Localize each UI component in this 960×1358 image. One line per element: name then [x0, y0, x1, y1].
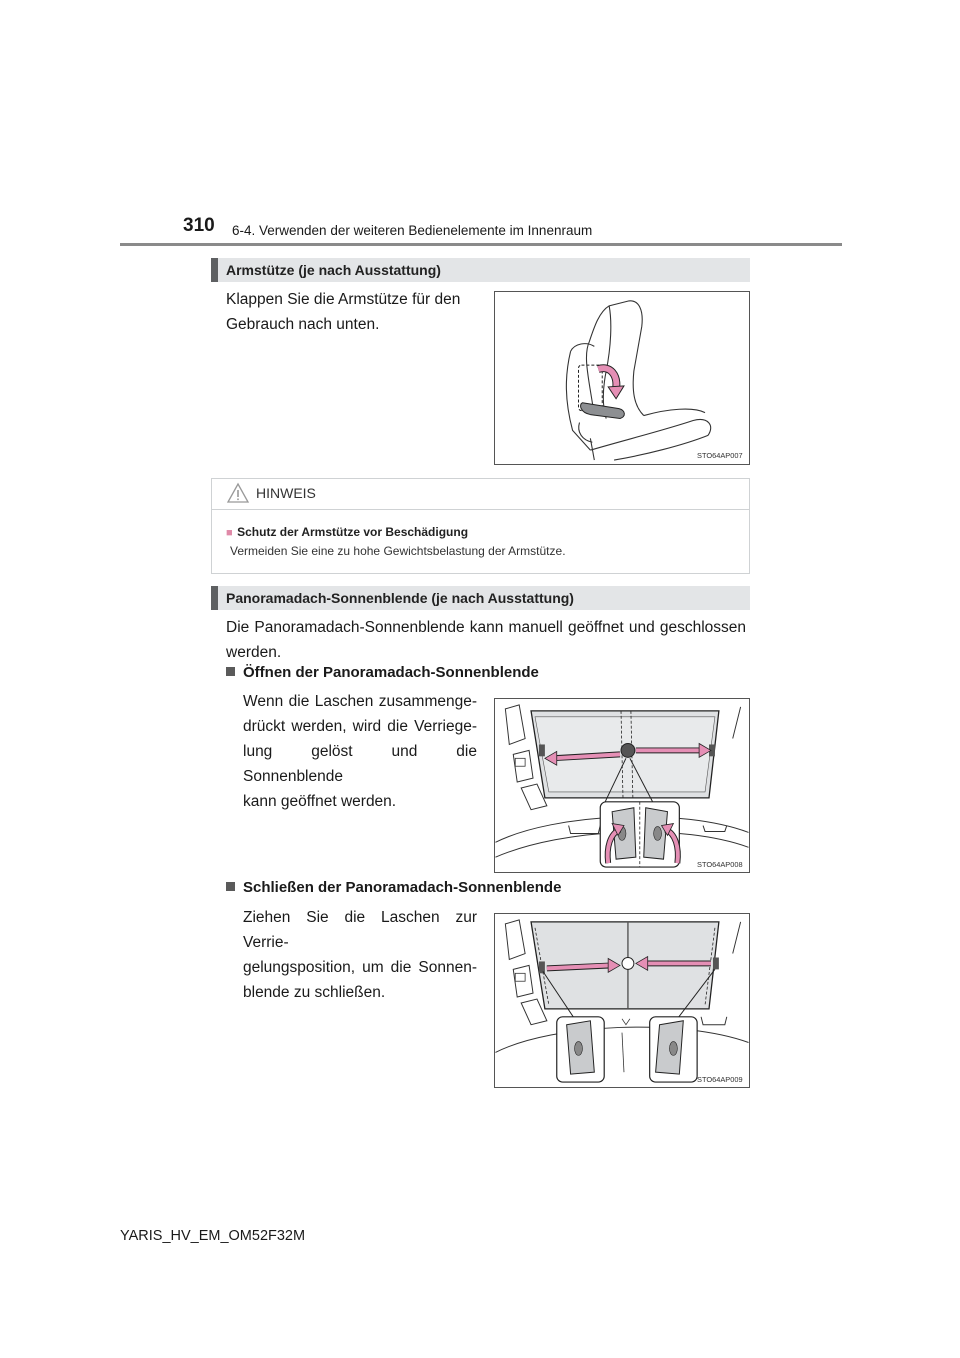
subheading-close-label: Schließen der Panoramadach-Sonnenblende	[243, 879, 562, 896]
sunshade-intro	[226, 615, 746, 665]
warning-triangle-icon	[226, 482, 250, 504]
footer-model-code: YARIS_HV_EM_OM52F32M	[120, 1228, 306, 1244]
square-bullet-icon	[226, 667, 235, 676]
open-instruction-line: Wenn die Laschen zusammenge-	[243, 693, 477, 710]
sunshade-intro-line: werden.	[226, 644, 282, 661]
section-heading-sunshade: Panoramadach-Sonnenblende (je nach Ausstattung)	[211, 586, 750, 610]
header-divider	[120, 243, 842, 246]
square-bullet-icon: ■	[226, 527, 233, 539]
armrest-illustration	[495, 292, 749, 464]
open-instruction-line: drückt werden, wird die Verriege-	[243, 718, 477, 735]
section-heading-armrest: Armstütze (je nach Ausstattung)	[211, 258, 750, 282]
close-instruction-line: gelungsposition, um die Sonnen-	[243, 959, 477, 976]
open-instruction	[243, 689, 477, 814]
close-instruction-line: blende zu schließen.	[243, 984, 386, 1001]
armrest-instruction-line: Gebrauch nach unten.	[226, 316, 380, 333]
sunshade-close-figure	[494, 913, 750, 1088]
armrest-figure	[494, 291, 750, 465]
square-bullet-icon	[226, 882, 235, 891]
sunshade-close-illustration	[495, 914, 749, 1087]
open-instruction-line: kann geöffnet werden.	[243, 793, 397, 810]
close-instruction-line: Ziehen Sie die Laschen zur Verrie-	[243, 909, 477, 951]
subheading-open-label: Öffnen der Panoramadach-Sonnenblende	[243, 664, 539, 681]
page-number: 310	[183, 215, 215, 236]
notice-item	[226, 523, 468, 541]
notice-item-text: Vermeiden Sie eine zu hohe Gewichtsbelastung der Armstütze.	[230, 544, 566, 558]
sunshade-intro-line: Die Panoramadach-Sonnenblende kann manuell geöffnet und geschlossen	[226, 619, 746, 636]
open-instruction-line: lung gelöst und die Sonnenblende	[243, 743, 477, 785]
notice-header	[212, 479, 749, 510]
armrest-instruction-line: Klappen Sie die Armstütze für den	[226, 291, 461, 308]
figure-code: STO64AP009	[697, 1075, 743, 1085]
sunshade-open-illustration	[495, 699, 749, 872]
close-instruction	[243, 905, 477, 1005]
sunshade-open-figure	[494, 698, 750, 873]
figure-code: STO64AP008	[697, 860, 743, 870]
notice-item-title: Schutz der Armstütze vor Beschädigung	[237, 525, 469, 539]
subheading-open	[226, 664, 539, 681]
chapter-title: 6-4. Verwenden der weiteren Bedienelemente im Innenraum	[232, 223, 593, 238]
notice-title: HINWEIS	[256, 485, 316, 501]
figure-code: STO64AP007	[697, 451, 743, 461]
armrest-instruction	[226, 287, 479, 337]
subheading-close	[226, 879, 561, 896]
notice-box	[211, 478, 750, 574]
